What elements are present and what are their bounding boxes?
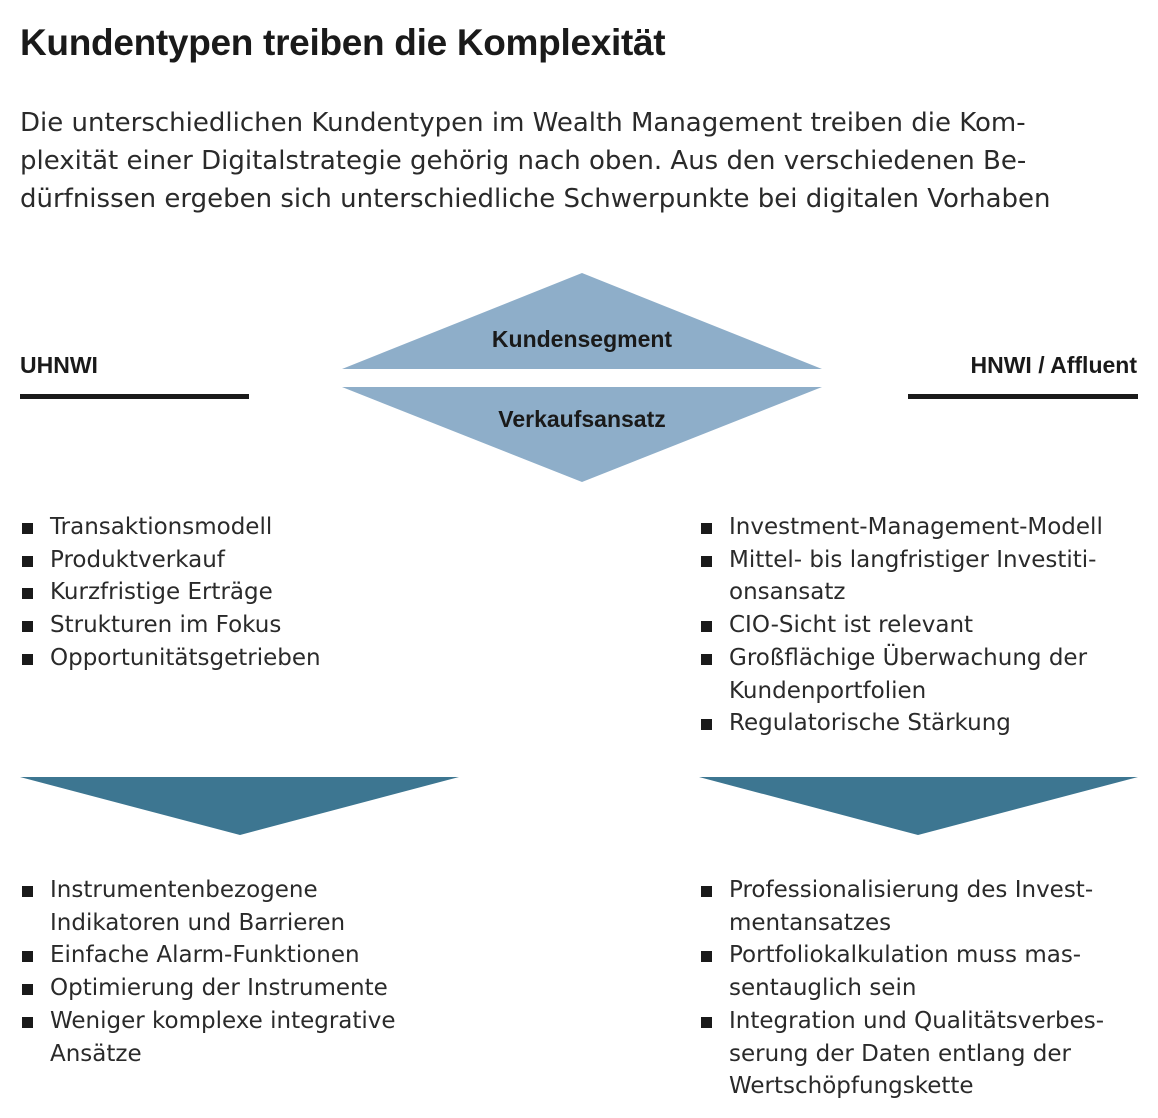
intro-line: Die unterschiedlichen Kundentypen im Wealth Management treiben die Kom- xyxy=(20,108,1026,138)
left-digital-focus-list xyxy=(20,874,460,1070)
list-item-line: Indikatoren und Barrieren xyxy=(50,909,346,936)
list-item-line: Portfoliokalkulation muss mas- xyxy=(729,942,1082,969)
list-item xyxy=(20,511,460,544)
list-item xyxy=(699,511,1149,544)
diamond-bottom-triangle xyxy=(342,387,822,482)
list-item xyxy=(699,874,1149,939)
list-item xyxy=(20,642,460,675)
list-item-line: Kundenportfolien xyxy=(729,677,927,704)
intro-line: dürfnissen ergeben sich unterschiedliche Schwerpunkte bei digitalen Vorhaben xyxy=(20,184,1051,214)
list-item-line: Regulatorische Stärkung xyxy=(729,710,1011,737)
list-item xyxy=(20,874,460,939)
list-item xyxy=(699,939,1149,1004)
list-item-line: Opportunitätsgetrieben xyxy=(50,644,321,671)
list-item xyxy=(699,544,1149,609)
list-item-line: Transaktionsmodell xyxy=(50,514,273,540)
list-item-line: Optimierung der Instrumente xyxy=(50,975,388,1002)
list-item xyxy=(20,609,460,642)
list-item-line: serung der Daten entlang der xyxy=(729,1040,1071,1067)
list-item-line: Kurzfristige Erträge xyxy=(50,579,273,606)
diamond-label-kundensegment: Kundensegment xyxy=(491,326,673,352)
left-sales-approach-list xyxy=(20,511,460,675)
intro-line: plexität einer Digitalstrategie gehörig nach oben. Aus den verschiedenen Be- xyxy=(20,146,1027,176)
diamond-label-verkaufsansatz: Verkaufsansatz xyxy=(498,406,666,432)
list-item xyxy=(20,939,460,972)
page-title: Kundentypen treiben die Komplexität xyxy=(20,22,666,63)
list-item-line: sentauglich sein xyxy=(729,975,917,1002)
diamond-top-triangle xyxy=(342,273,822,369)
list-item xyxy=(699,707,1149,740)
left-down-arrow xyxy=(20,777,459,835)
list-item-line: Investment-Management-Modell xyxy=(729,514,1103,540)
right-digital-focus-list xyxy=(699,874,1149,1103)
list-item-line: Großflächige Überwachung der xyxy=(729,644,1088,671)
list-item xyxy=(20,1005,460,1070)
right-down-arrow xyxy=(699,777,1138,835)
list-item-line: Produktverkauf xyxy=(50,546,225,573)
list-item-line: Instrumentenbezogene xyxy=(50,877,318,903)
list-item xyxy=(699,1005,1149,1103)
list-item xyxy=(20,544,460,577)
list-item xyxy=(699,642,1149,707)
list-item-line: Ansätze xyxy=(50,1040,142,1067)
list-item xyxy=(20,972,460,1005)
list-item xyxy=(699,609,1149,642)
list-item-line: mentansatzes xyxy=(729,909,892,936)
list-item-line: Weniger komplexe integrative xyxy=(50,1007,396,1034)
list-item-line: Professionalisierung des Invest- xyxy=(729,877,1094,903)
list-item-line: Wertschöpfungskette xyxy=(729,1073,974,1100)
list-item-line: Strukturen im Fokus xyxy=(50,612,282,639)
list-item-line: Einfache Alarm-Funktionen xyxy=(50,942,360,969)
segment-label-uhnwi: UHNWI xyxy=(20,352,98,378)
list-item-line: CIO-Sicht ist relevant xyxy=(729,612,974,639)
list-item-line: onsansatz xyxy=(729,579,846,606)
list-item xyxy=(20,576,460,609)
list-item-line: Mittel- bis langfristiger Investiti- xyxy=(729,546,1097,573)
list-item-line: Integration und Qualitätsverbes- xyxy=(729,1007,1105,1034)
right-sales-approach-list xyxy=(699,511,1149,740)
segment-label-hnwi-affluent: HNWI / Affluent xyxy=(970,352,1137,378)
